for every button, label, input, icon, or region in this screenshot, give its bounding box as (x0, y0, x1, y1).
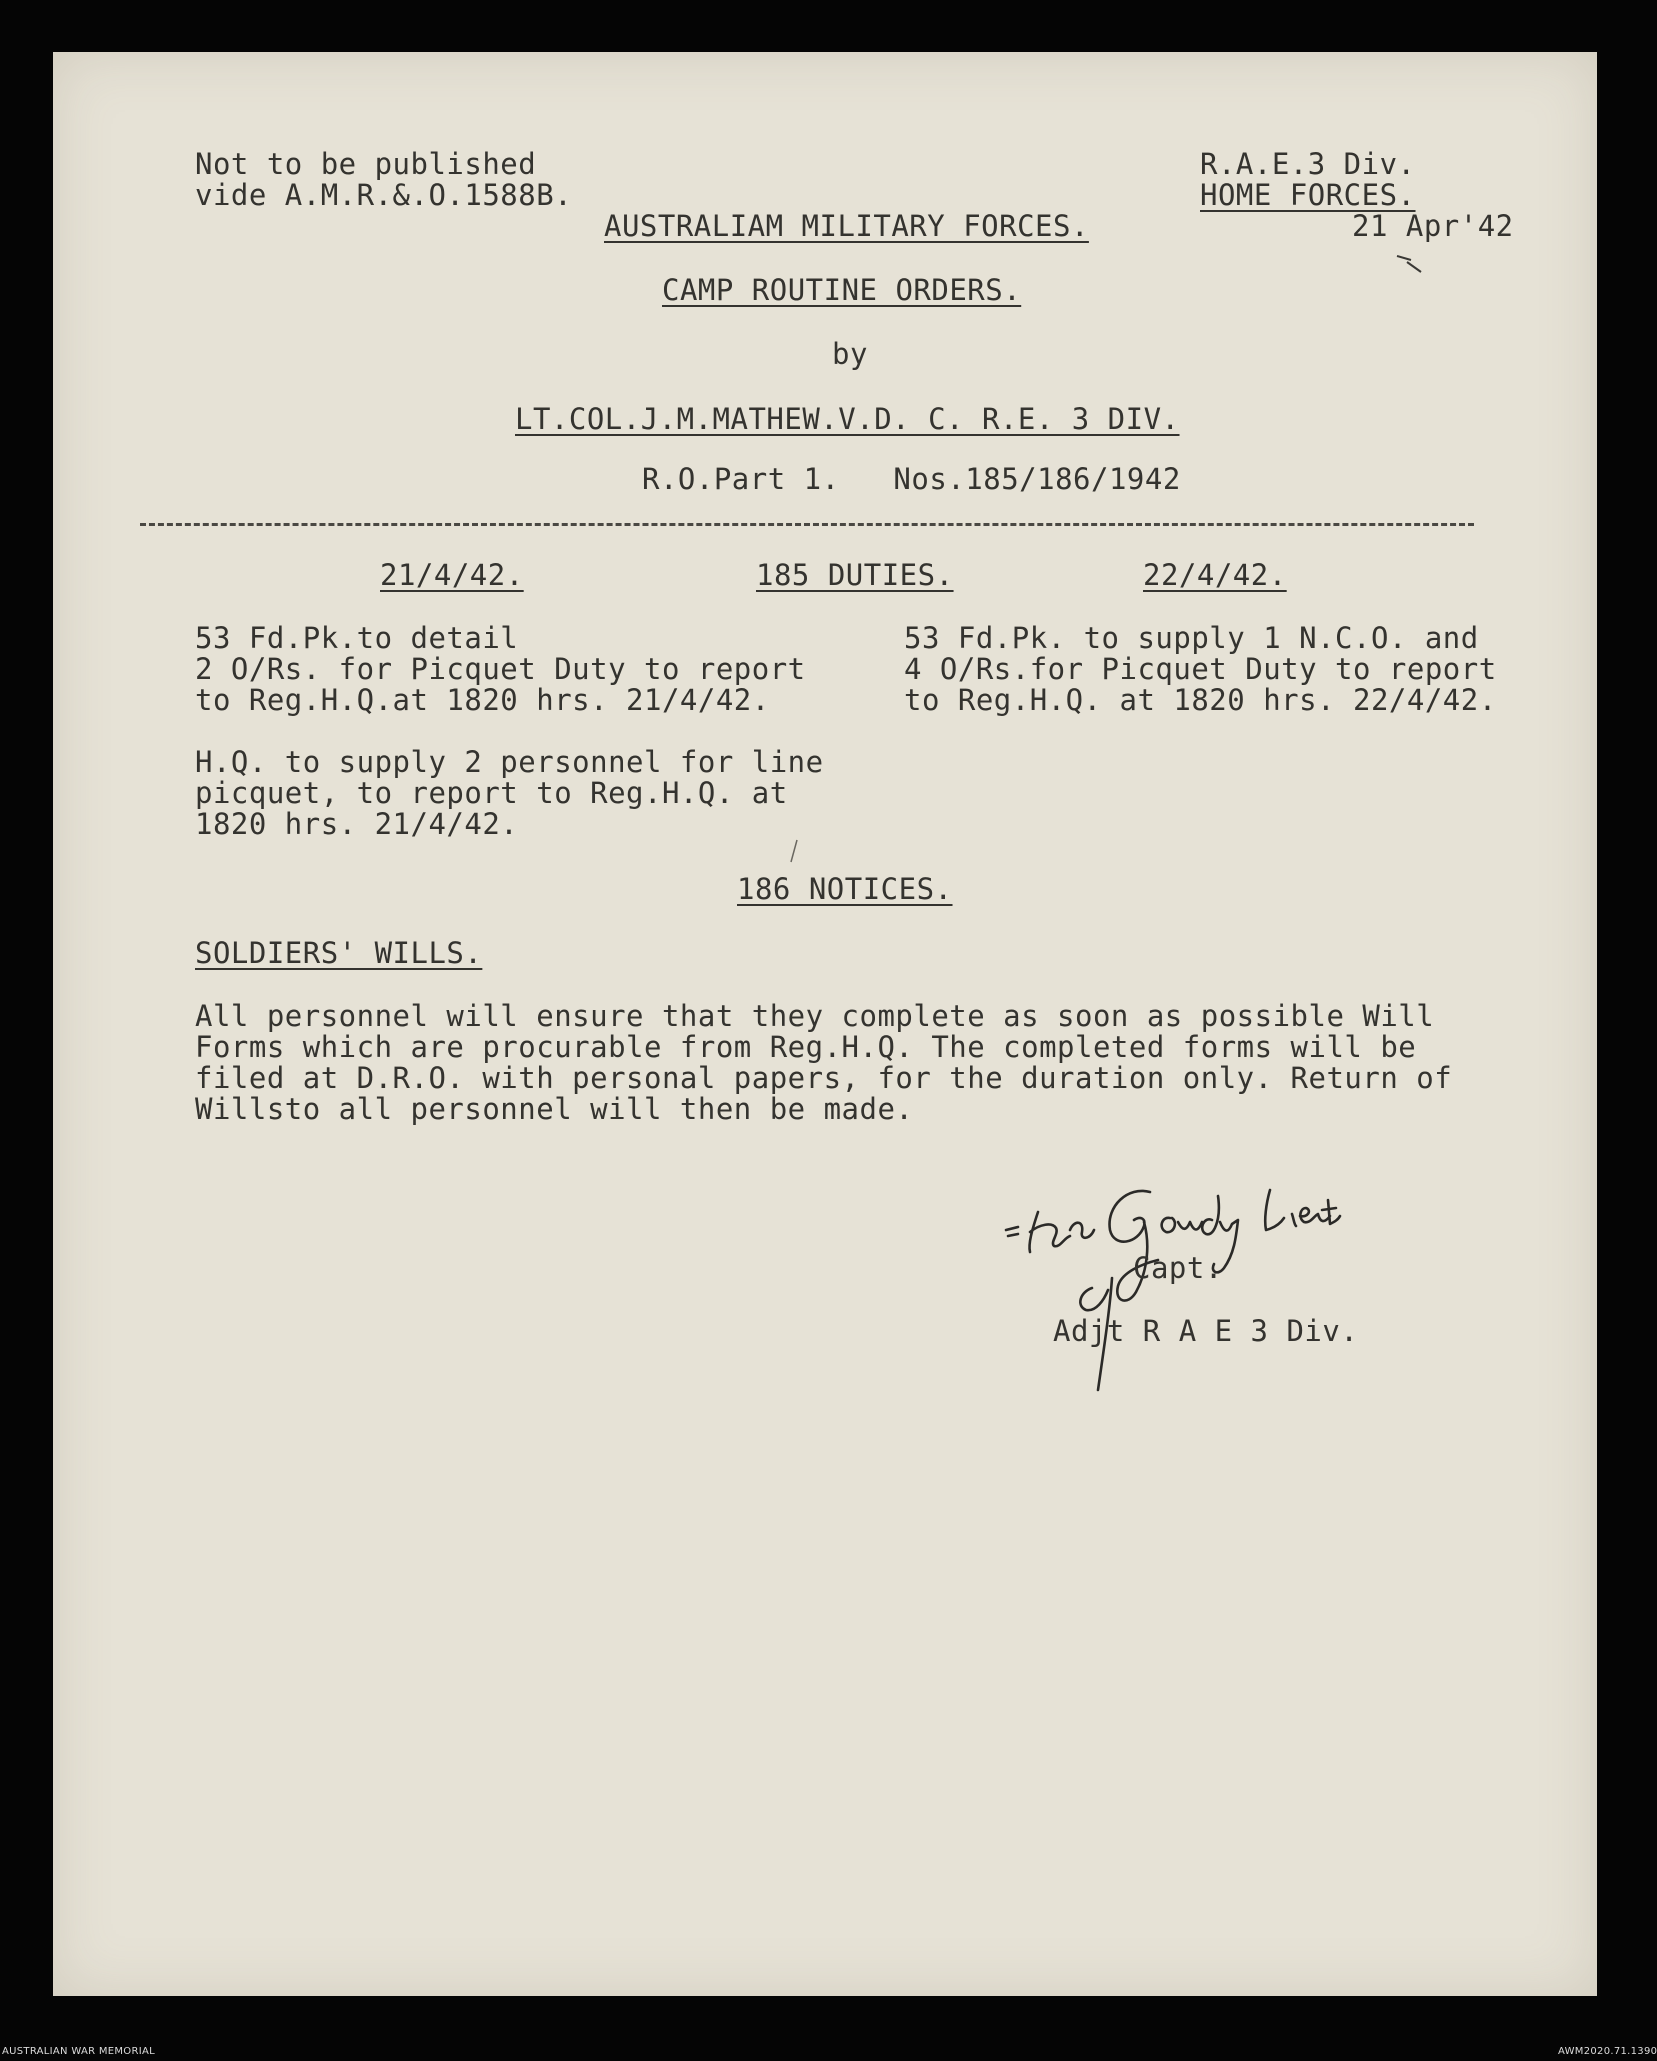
ink-mark (1393, 250, 1433, 280)
notices-heading: 186 NOTICES. (737, 872, 953, 906)
duty-hq-line3: 1820 hrs. 21/4/42. (195, 807, 519, 841)
archive-reference: AWM2020.71.1390 (1558, 2046, 1657, 2057)
duty-hq-line2: picquet, to report to Reg.H.Q. at (195, 776, 788, 810)
unit-line: R.A.E.3 Div. (1200, 147, 1416, 181)
signatory-rank: Capt. (1133, 1251, 1223, 1285)
duty-left-line3: to Reg.H.Q.at 1820 hrs. 21/4/42. (195, 683, 770, 717)
document-date: 21 Apr'42 (1352, 209, 1514, 243)
command-line: HOME FORCES. (1200, 178, 1416, 212)
document-subtitle: CAMP ROUTINE ORDERS. (662, 273, 1022, 307)
archive-credit: AUSTRALIAN WAR MEMORIAL (2, 2046, 155, 2057)
notice-body-line1: All personnel will ensure that they complete as soon as possible Will (195, 999, 1435, 1033)
document-title: AUSTRALIAM MILITARY FORCES. (604, 209, 1089, 243)
duty-date-left: 21/4/42. (380, 558, 524, 592)
duty-left-line2: 2 O/Rs. for Picquet Duty to report (195, 652, 806, 686)
notice-body-line4: Willsto all personnel will then be made. (195, 1092, 914, 1126)
duty-hq-line1: H.Q. to supply 2 personnel for line (195, 745, 824, 779)
duty-date-right: 22/4/42. (1143, 558, 1287, 592)
duty-left-line1: 53 Fd.Pk.to detail (195, 621, 519, 655)
pencil-tick-mark (785, 838, 805, 868)
handwritten-signature (1000, 1170, 1430, 1424)
duty-right-line3: to Reg.H.Q. at 1820 hrs. 22/4/42. (904, 683, 1497, 717)
notice-body-line2: Forms which are procurable from Reg.H.Q. The completed forms will be (195, 1030, 1417, 1064)
wills-subheading: SOLDIERS' WILLS. (195, 936, 483, 970)
duties-heading: 185 DUTIES. (756, 558, 954, 592)
publication-notice-line1: Not to be published (195, 147, 537, 181)
signatory-title: Adjt R A E 3 Div. (1053, 1314, 1359, 1348)
publication-notice-line2: vide A.M.R.&.O.1588B. (195, 178, 573, 212)
notice-body-line3: filed at D.R.O. with personal papers, for the duration only. Return of (195, 1061, 1453, 1095)
by-line: by (832, 337, 868, 371)
duty-right-line1: 53 Fd.Pk. to supply 1 N.C.O. and (904, 621, 1479, 655)
order-reference: R.O.Part 1. Nos.185/186/1942 (642, 462, 1181, 496)
issuing-officer: LT.COL.J.M.MATHEW.V.D. C. R.E. 3 DIV. (515, 402, 1180, 436)
duty-right-line2: 4 O/Rs.for Picquet Duty to report (904, 652, 1497, 686)
divider-rule (140, 523, 1474, 526)
